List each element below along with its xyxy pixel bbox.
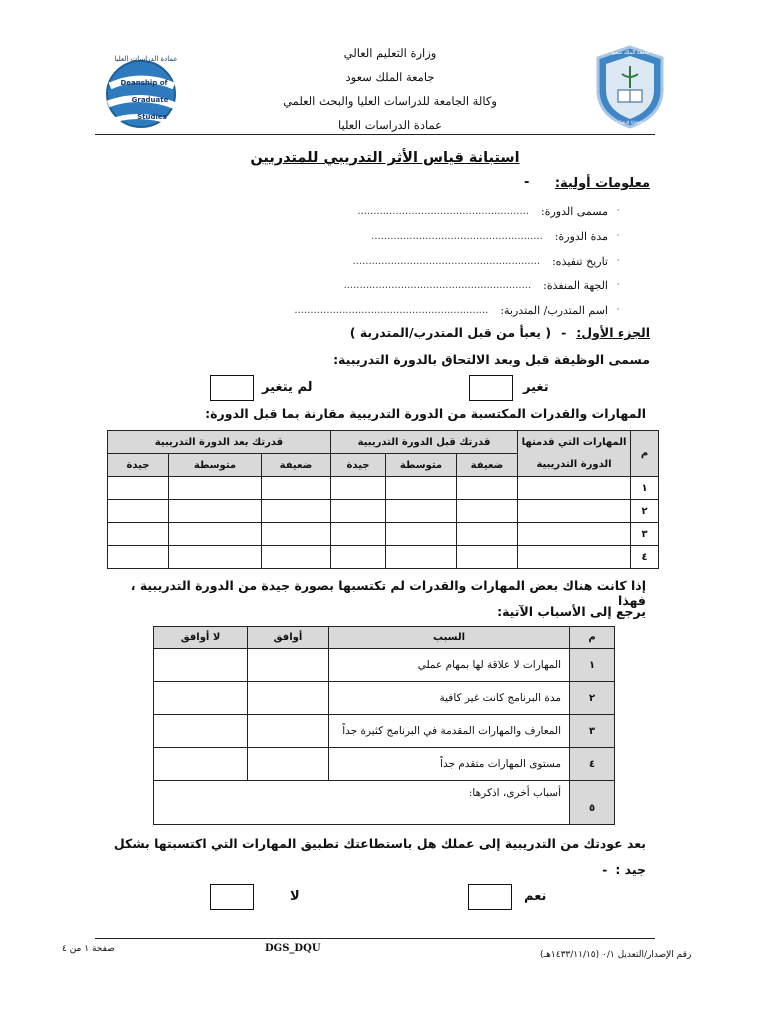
part1-note: ( يعبأ من قبل المتدرب/المتدربة ) <box>349 325 552 340</box>
university-line: جامعة الملك سعود <box>345 70 435 84</box>
changed-label: تغير <box>523 380 549 395</box>
row-num: ٣ <box>570 715 615 748</box>
footer-rule <box>95 938 655 939</box>
skills-table <box>107 430 659 569</box>
table-row <box>154 649 615 682</box>
before-weak: ضعيفة <box>457 454 518 477</box>
ministry-line: وزارة التعليم العالي <box>343 46 437 60</box>
yes-label: نعم <box>524 889 547 904</box>
reason-text: مدة البرنامج كانت غير كافية <box>329 682 570 715</box>
table-row <box>108 500 659 523</box>
left-logo-en-3: Studies <box>137 113 167 121</box>
reasons-intro-1: إذا كانت هناك بعض المهارات والقدرات لم تكتسبها بصورة جيدة من الدورة التدريبية ، فهذا <box>130 578 646 608</box>
apply-question-1: بعد عودتك من التدريبية إلى عملك هل باستطاعتك تطبيق المهارات التي اكتسبتها بشكل <box>113 836 646 851</box>
changed-checkbox[interactable] <box>469 375 513 401</box>
before-group-header: قدرتك قبل الدورة التدريبية <box>331 431 518 454</box>
field-label: الجهة المنفذة: <box>543 278 608 292</box>
row-num: ١ <box>631 477 659 500</box>
field-label: مدة الدورة: <box>554 229 608 243</box>
after-medium: متوسطة <box>169 454 262 477</box>
yes-checkbox[interactable] <box>468 884 512 910</box>
field-dots[interactable]: ...................................................... <box>357 205 529 217</box>
row-num: ٢ <box>631 500 659 523</box>
field-course-duration: · مدة الدورة: ...................................................... <box>371 229 620 243</box>
part1-heading: الجزء الأول: <box>576 325 650 340</box>
skills-col-skills <box>518 431 631 477</box>
table-row <box>154 781 615 825</box>
row-num: ٢ <box>570 682 615 715</box>
page-title: استبانة قياس الأثر التدريبي للمتدربين <box>250 150 520 166</box>
job-title-question: مسمى الوظيفة قبل وبعد الالتحاق بالدورة التدريبية: <box>333 352 650 367</box>
skills-col-skills-1: المهارات التي قدمتها <box>521 436 627 448</box>
prelim-dash: - <box>524 175 530 190</box>
table-row <box>154 715 615 748</box>
apply-question-2-row <box>602 862 646 877</box>
apply-question-2: جيد : <box>615 862 646 877</box>
skills-intro: المهارات والقدرات المكتسبة من الدورة التدريبية مقارنة بما قبل الدورة: <box>205 406 646 421</box>
right-logo-en: King Saud University <box>609 120 651 125</box>
field-dots[interactable]: ...................................................... <box>371 230 543 242</box>
right-logo-ar: جامعة الملك سعود <box>610 50 650 56</box>
row-num: ٣ <box>631 523 659 546</box>
reason-text[interactable]: أسباب أخرى، اذكرها: <box>154 781 570 825</box>
field-trainee-name: · اسم المتدرب/ المتدربة: ............................................................. <box>294 303 620 317</box>
left-logo-en-1: Deanship of <box>120 79 168 87</box>
apply-dash: - <box>602 862 608 877</box>
skills-col-skills-2: الدورة التدريبية <box>536 458 612 470</box>
table-row <box>108 477 659 500</box>
agency-line: وكالة الجامعة للدراسات العليا والبحث العلمي <box>283 94 497 108</box>
row-num: ٤ <box>570 748 615 781</box>
document-code: DGS_DQU <box>265 943 321 954</box>
not-changed-checkbox[interactable] <box>210 375 254 401</box>
field-label: تاريخ تنفيذه: <box>552 254 608 268</box>
prelim-heading: معلومات أولية: <box>554 176 650 191</box>
field-dots[interactable]: ........................................................... <box>352 255 541 267</box>
reasons-table <box>153 626 615 825</box>
field-dots[interactable]: ............................................................. <box>294 304 489 316</box>
field-label: مسمى الدورة: <box>540 204 608 218</box>
row-num: ١ <box>570 649 615 682</box>
row-num: ٥ <box>570 781 615 825</box>
field-label: اسم المتدرب/ المتدربة: <box>500 303 608 317</box>
reasons-col-num: م <box>570 627 615 649</box>
field-execution-date: · تاريخ تنفيذه: ........................................................... <box>352 254 620 268</box>
field-dots[interactable]: ........................................................... <box>343 279 532 291</box>
after-group-header: قدرتك بعد الدورة التدريبية <box>108 431 331 454</box>
row-num: ٤ <box>631 546 659 569</box>
after-weak: ضعيفة <box>262 454 331 477</box>
reason-text: المهارات لا علاقة لها بمهام عملي <box>329 649 570 682</box>
not-changed-label: لم يتغير <box>262 380 313 395</box>
version-label: رقم الإصدار/التعديل ٠/١ (١٤٣٣/١١/١٥هـ) <box>540 950 692 960</box>
field-executing-party: · الجهة المنفذة: ........................................................... <box>343 278 620 292</box>
left-logo-ar: عمادة الدراسات العليا <box>114 55 178 63</box>
before-good: جيدة <box>331 454 386 477</box>
deanship-logo <box>96 50 186 130</box>
skills-col-num: م <box>631 431 659 477</box>
field-course-name: · مسمى الدورة: ...................................................... <box>357 204 620 218</box>
table-row <box>154 682 615 715</box>
no-checkbox[interactable] <box>210 884 254 910</box>
left-logo-en-2: Graduate <box>131 96 169 104</box>
reasons-col-disagree: لا أوافق <box>154 627 248 649</box>
reason-text: المعارف والمهارات المقدمة في البرنامج كثيرة جداً <box>329 715 570 748</box>
table-row <box>108 523 659 546</box>
header-rule <box>95 134 655 135</box>
page-number: صفحة ١ من ٤ <box>62 944 115 954</box>
reason-text: مستوى المهارات متقدم جداً <box>329 748 570 781</box>
reasons-intro-2: يرجع إلى الأسباب الآتية: <box>497 604 646 619</box>
part1-dash: - <box>561 325 567 340</box>
no-label: لا <box>290 889 300 904</box>
ksu-logo <box>592 44 668 130</box>
before-medium: متوسطة <box>386 454 457 477</box>
reasons-col-reason: السبب <box>329 627 570 649</box>
part1-heading-row <box>350 325 650 340</box>
table-row <box>108 546 659 569</box>
table-row <box>154 748 615 781</box>
after-good: جيدة <box>108 454 169 477</box>
deanship-line: عمادة الدراسات العليا <box>338 118 442 132</box>
reasons-col-agree: أوافق <box>248 627 329 649</box>
